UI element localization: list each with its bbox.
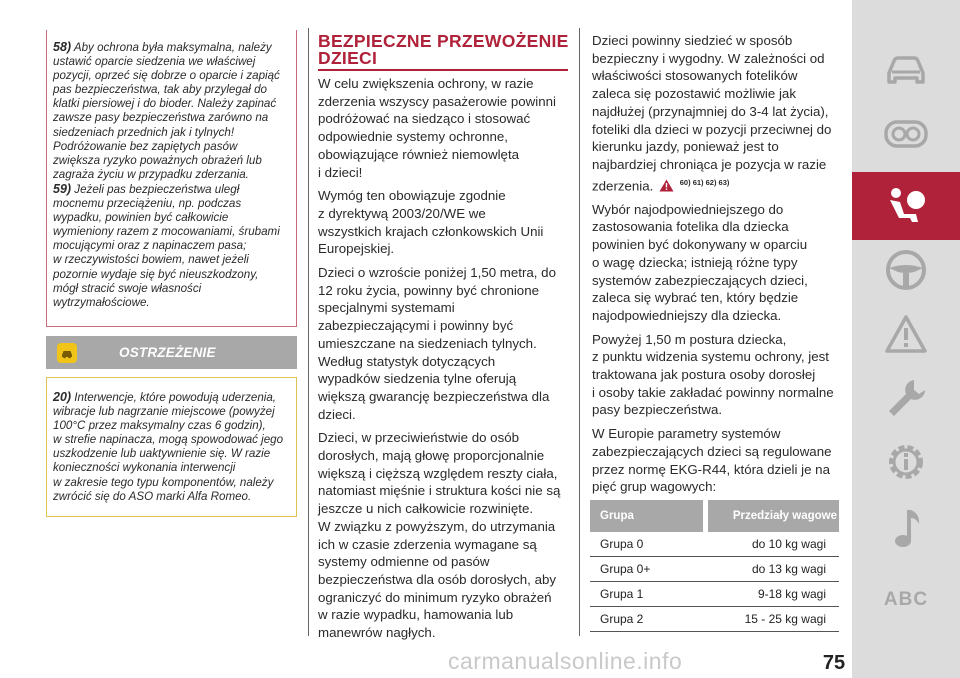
notes-top-line [53, 97, 290, 111]
right-column [592, 32, 842, 496]
note-text-run: uszkodzenie lub uaktywnienie się. W razie [53, 447, 271, 461]
note-text-run: wymieniony razem z mocowaniami, śrubami [53, 225, 280, 239]
table-cell-weight: 9-18 kg wagi [757, 587, 826, 601]
notes-bottom-text [53, 390, 290, 504]
notes-top-line [53, 55, 290, 69]
notes-bottom-line [53, 447, 290, 461]
sidebar-item-car[interactable] [852, 36, 960, 104]
paragraph [592, 425, 842, 496]
notes-box-bottom [46, 377, 297, 517]
paragraph [592, 331, 842, 420]
paragraph-line: z punktu widzenia systemu ochrony, jest [592, 349, 829, 365]
note-text-run: Interwencje, które powodują uderzenia, [71, 391, 277, 404]
warning-triangle-icon [659, 179, 674, 192]
note-text-run: mocującymi oraz z napinaczem pasa; [53, 239, 247, 253]
note-text-run: klatki piersiowej i do bioder. Należy zapinać [53, 97, 277, 111]
notes-top-line [53, 140, 290, 154]
warning-title: OSTRZEŻENIE [119, 345, 216, 360]
paragraph-line: Powyżej 1,50 m postura dziecka, [592, 331, 787, 347]
index-abc-label: ABC [883, 589, 929, 610]
paragraph-line: zabezpieczającymi i powinny być [318, 318, 514, 334]
note-number: 20) [53, 390, 72, 404]
notes-top-line [53, 296, 290, 310]
paragraph-line: właściwości stosowanych fotelików [592, 68, 798, 84]
paragraph-line: najbardziej chroniąca je pozycja w razie [592, 156, 827, 172]
paragraph-line: zastosowania fotelika dla dziecka [592, 219, 789, 235]
paragraph-line: najodpowiedniejszy dla dziecka. [592, 307, 782, 323]
paragraph-line: zaleca się wybrać ten, który będzie [592, 290, 799, 306]
reference-numbers: 60) 61) 62) 63) [679, 177, 730, 187]
paragraph-line: wszystkich krajach członkowskich Unii [318, 223, 544, 239]
paragraph-line: W Europie parametry systemów [592, 426, 781, 442]
sidebar-item-driving[interactable] [852, 236, 960, 304]
table-cell-weight: do 13 kg wagi [751, 562, 826, 576]
notes-top-line [53, 253, 290, 267]
table-cell-group: Grupa 1 [600, 587, 644, 601]
notes-top-line [53, 225, 290, 239]
steering-wheel-icon [884, 248, 928, 292]
paragraph-line: zabezpieczających dzieci są regulowane [592, 443, 832, 459]
notes-top-line [53, 168, 290, 182]
paragraph-line: pasy bezpieczeństwa. [592, 402, 723, 418]
paragraph-line: W związku z powyższym, do utrzymania [318, 518, 556, 534]
dashboard-icon [883, 119, 929, 149]
watermark: carmanualsonline.info [448, 648, 683, 674]
column-divider-2 [579, 28, 580, 636]
note-text-run: mógł stracić swoje własności [53, 281, 202, 295]
paragraph-line: o wagę dziecka; istnieją różne typy [592, 254, 798, 270]
paragraph-line: Dzieci o wzroście poniżej 1,50 metra, do [318, 265, 556, 281]
notes-top-line [53, 211, 290, 225]
note-text-run: zawsze pasy bezpieczeństwa zarówno na [53, 111, 269, 125]
middle-body [318, 75, 568, 642]
car-warning-icon [57, 343, 77, 363]
table-row [590, 532, 839, 557]
notes-top-line [53, 239, 290, 253]
warning-triangle-icon [884, 314, 928, 354]
middle-column [318, 33, 568, 642]
note-text-run: zwiększa ryzyko poważnych obrażeń lub [53, 153, 262, 167]
table-cell-group: Grupa 0+ [600, 562, 651, 576]
paragraph-line: powinien być dokonywany w oparciu [592, 237, 808, 253]
table-header [590, 500, 839, 532]
note-text-run: w zakresie tego typu komponentów, należy [53, 475, 274, 489]
table-header-group: Grupa [590, 500, 703, 532]
paragraph-line: 12 roku życia, powinny być chronione [318, 282, 539, 298]
note-text-run: Aby ochrona była maksymalna, należy [71, 41, 272, 54]
section-title [318, 33, 568, 67]
notes-bottom-line [53, 390, 290, 405]
right-body [592, 201, 842, 496]
wrench-icon [884, 376, 928, 420]
note-text-run: w rzeczywistości bowiem, nawet jeżeli [53, 253, 249, 267]
sidebar-item-technical[interactable] [852, 428, 960, 496]
paragraph-line: przez normę EKG-R44, która dzieli je na [592, 461, 830, 477]
paragraph-line: foteliki dla dzieci w pozycji przeciwnej do [592, 121, 832, 137]
paragraph-line: Wymóg ten obowiązuje zgodnie [318, 188, 506, 204]
notes-bottom-line [53, 419, 290, 433]
note-text-run: wibracje lub nagrzanie miejscowe (powyżej [53, 405, 275, 419]
sidebar-item-emergency[interactable] [852, 300, 960, 368]
note-text-run: Podróżowanie bez zapiętych pasów [53, 139, 238, 153]
paragraph-line: umieszczane na siedzeniach tylnych. [318, 335, 537, 351]
notes-bottom-line [53, 405, 290, 419]
sidebar-item-multimedia[interactable] [852, 494, 960, 562]
paragraph-line: Europejskiej. [318, 241, 395, 257]
music-note-icon [888, 506, 924, 550]
notes-top-line [53, 111, 290, 125]
paragraph-line: kierunku jazdy, ponieważ jest to [592, 139, 779, 155]
note-text-run: pozycji, oprzeć się dobrze o oparcie i zapiąć [53, 69, 280, 83]
warning-header [46, 336, 297, 369]
paragraph-line: systemów zabezpieczających dzieci, [592, 272, 808, 288]
sidebar-item-dashboard[interactable] [852, 100, 960, 168]
note-text-run: wypadku, powinien być całkowicie [53, 211, 229, 225]
paragraph-line: podróżować na siedząco i stosować [318, 111, 531, 127]
note-text-run: zwrócić się do ASO marki Alfa Romeo. [53, 489, 252, 503]
notes-top-line [53, 182, 290, 197]
paragraph-line: systemy odmienne od pasów [318, 554, 490, 570]
right-p1-last-line: zderzenia. [592, 178, 654, 194]
note-text-run: wytrzymałościowe. [53, 295, 150, 309]
section-title-line-2: DZIECI [318, 48, 378, 68]
sidebar-item-safety[interactable] [852, 172, 960, 240]
page-number: 75 [822, 652, 846, 674]
note-text-run: zagraża życiu w przypadku zderzania. [53, 167, 249, 181]
paragraph-line: pięć grup wagowych: [592, 479, 717, 495]
notes-bottom-line [53, 461, 290, 475]
paragraph-line: większą gwarancję bezpieczeństwa dla [318, 388, 550, 404]
table-row [590, 607, 839, 632]
table-cell-group: Grupa 2 [600, 612, 644, 626]
table-cell-group: Grupa 0 [600, 537, 644, 551]
section-title-line-1: BEZPIECZNE PRZEWOŻENIE [318, 31, 569, 51]
title-underline [318, 69, 568, 71]
note-text-run: 100°C przez maksymalny czas 6 godzin), [53, 419, 266, 433]
weight-groups-table [590, 500, 839, 632]
airbag-person-icon [882, 184, 930, 228]
paragraph-line: obowiązujące również niemowlęta [318, 146, 520, 162]
paragraph-line: zderzenia wszyscy pasażerowie powinni [318, 93, 556, 109]
table-row [590, 557, 839, 582]
gear-info-icon [883, 439, 929, 485]
paragraph-line: i osoby takie zakładać powinny normalne [592, 384, 834, 400]
paragraph-line: wypadków siedzenia tylne oferują [318, 371, 517, 387]
paragraph-line: ich w czasie zderzenia wymagane są [318, 536, 537, 552]
table-row [590, 582, 839, 607]
notes-top-text [53, 40, 290, 310]
notes-top-line [53, 197, 290, 211]
column-divider-1 [308, 28, 309, 636]
paragraph-line: bezpieczeństwa dla osób dorosłych, aby [318, 571, 557, 587]
notes-top-line [53, 83, 290, 97]
notes-top-line [53, 268, 290, 282]
paragraph [318, 75, 568, 181]
right-paragraph-1 [592, 32, 842, 195]
paragraph-line: dorosłych, mają głowę proporcjonalnie [318, 448, 545, 464]
car-icon [883, 53, 929, 87]
paragraph-line: większą i cięższą względem reszty ciała, [318, 465, 558, 481]
note-text-run: ustawić oparcie siedzenia we właściwej [53, 55, 256, 69]
paragraph-line: dzieci. [318, 406, 356, 422]
paragraph-line: manewrów nagłych. [318, 625, 436, 641]
paragraph [592, 201, 842, 325]
paragraph-line: w razie wypadku, hamowania lub [318, 607, 514, 623]
paragraph-line: ograniczyć do minimum ryzyko obrażeń [318, 589, 552, 605]
table-header-weight: Przedziały wagowe [708, 500, 839, 532]
paragraph-line: najdłużej (przynajmniej do 3-4 lat życia), [592, 103, 829, 119]
table-cell-weight: do 10 kg wagi [751, 537, 826, 551]
paragraph-line: jeszcze u nich całkowicie rozwinięte. [318, 501, 534, 517]
note-text-run: w strefie napinacza, mogą spowodować jego [53, 433, 284, 447]
note-text-run: pas bezpieczeństwa, tak aby przylegał do [53, 83, 267, 97]
paragraph-line: Wybór najodpowiedniejszego do [592, 201, 784, 217]
paragraph-line: Według statystyk dotyczących [318, 353, 496, 369]
note-number: 59) [53, 181, 72, 196]
sidebar-item-index[interactable] [852, 566, 960, 634]
table-cell-weight: 15 - 25 kg wagi [744, 612, 826, 626]
notes-top-line [53, 40, 290, 55]
paragraph [318, 264, 568, 423]
paragraph [318, 187, 568, 258]
paragraph-line: bezpieczny i wygodny. W zależności od [592, 50, 825, 66]
notes-top-line [53, 282, 290, 296]
chapter-sidebar [852, 0, 960, 678]
note-text-run: mocnemu przeciążeniu, np. podczas [53, 197, 242, 211]
paragraph-line: Dzieci, w przeciwieństwie do osób [318, 430, 520, 446]
paragraph-line: i dzieci! [318, 164, 363, 180]
paragraph-line: zaleca się pozostawić możliwie jak [592, 86, 796, 102]
note-text-run: pozornie wydaje się być nieuszkodzony, [53, 267, 259, 281]
notes-bottom-line [53, 433, 290, 447]
notes-bottom-line [53, 490, 290, 504]
paragraph-line: odpowiednie systemy ochronne, [318, 129, 508, 145]
paragraph-line: W celu zwiększenia ochrony, w razie [318, 76, 534, 91]
notes-bottom-line [53, 476, 290, 490]
paragraph-line: natomiast mięśnie i struktura kości nie są [318, 483, 561, 499]
paragraph-line: z dyrektywą 2003/20/WE we [318, 205, 486, 221]
paragraph-line: traktowana jak postura osoby dorosłej [592, 367, 816, 383]
note-text-run: konieczności wykonania interwencji [53, 461, 236, 475]
note-number: 58) [53, 40, 72, 54]
notes-top-line [53, 126, 290, 140]
notes-box-top [46, 30, 297, 327]
note-text-run: Jeżeli pas bezpieczeństwa uległ [71, 182, 240, 196]
note-text-run: siedzeniach przednich jak i tylnych! [53, 125, 235, 139]
notes-top-line [53, 154, 290, 168]
paragraph-line: Dzieci powinny siedzieć w sposób [592, 33, 793, 48]
notes-top-line [53, 69, 290, 83]
paragraph [318, 429, 568, 641]
sidebar-item-maintenance[interactable] [852, 364, 960, 432]
paragraph-line: specjalnymi systemami [318, 300, 455, 316]
